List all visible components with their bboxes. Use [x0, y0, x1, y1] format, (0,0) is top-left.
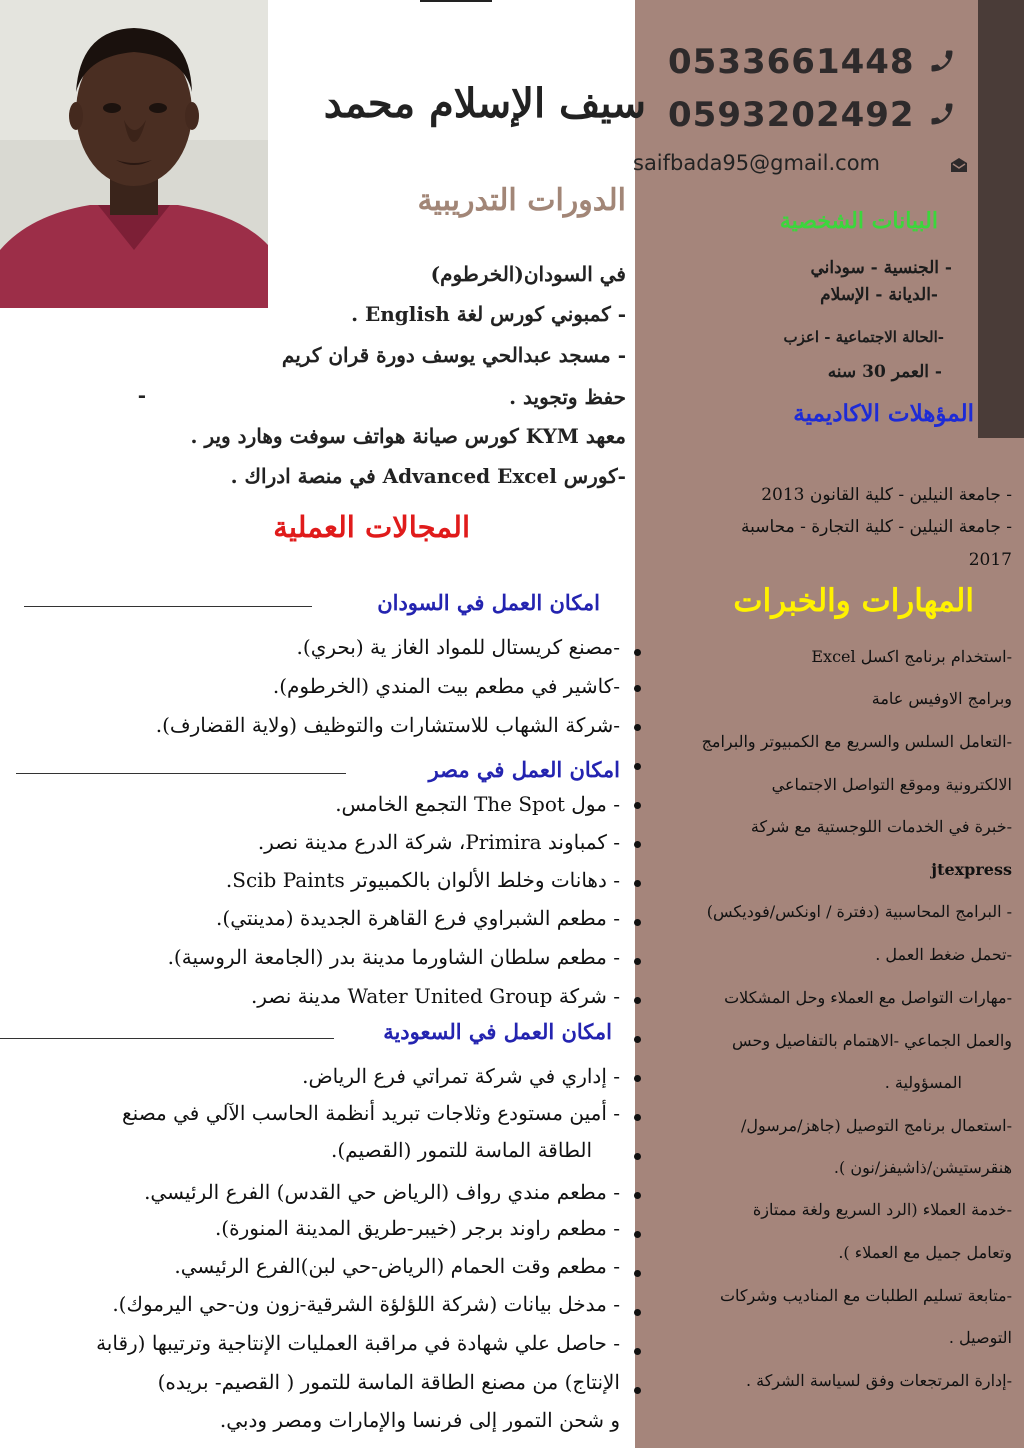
courses-heading: الدورات التدريبية	[417, 183, 626, 218]
skills-line: -تحمل ضغط العمل .	[875, 945, 1012, 964]
personal-marital-status: -الحالة الاجتماعية - اعزب	[783, 328, 944, 346]
work-egypt-item: - مطعم سلطان الشاورما مدينة بدر (الجامعة الروسية).	[167, 945, 620, 969]
profile-photo	[0, 0, 268, 308]
personal-info-heading: البيانات الشخصية	[779, 208, 938, 234]
academic-line-1: - جامعة النيلين - كلية القانون 2013	[761, 485, 1012, 505]
top-divider	[420, 0, 492, 2]
section-rule	[16, 773, 346, 774]
skills-line: -استعمال برنامج التوصيل (جاهز/مرسول/	[740, 1116, 1012, 1135]
section-rule	[0, 1038, 334, 1039]
work-saudi-line: و شحن التمور إلى فرنسا والإمارات ومصر ودبي.	[219, 1408, 620, 1432]
envelope-icon	[950, 157, 968, 173]
skills-line: التوصيل .	[948, 1328, 1012, 1347]
phone-icon	[928, 45, 956, 77]
course-line: -كورس Advanced Excel في منصة ادراك .	[230, 464, 626, 488]
bullet-dot	[634, 685, 641, 692]
bullet-dot	[634, 880, 641, 887]
work-saudi-heading: امكان العمل في السعودية	[383, 1019, 612, 1044]
skills-line: والعمل الجماعي -الاهتمام بالتفاصيل وحس	[732, 1031, 1012, 1050]
skills-line: هنقرستيشن/ذاشيفز/نون ).	[833, 1158, 1012, 1177]
work-heading: المجالات العملية	[273, 510, 470, 544]
work-saudi-line: - مدخل بيانات (شركة اللؤلؤة الشرقية-زون ون-حي اليرموك).	[112, 1292, 620, 1316]
work-egypt-item: - دهانات وخلط الألوان بالكمبيوتر Scib Paints.	[225, 868, 620, 892]
bullet-dot	[634, 1192, 641, 1199]
bullet-dot	[634, 724, 641, 731]
course-line: في السودان(الخرطوم)	[430, 262, 626, 286]
work-saudi-line: - حاصل علي شهادة في مراقبة العمليات الإنتاجية وترتيبها (رقابة	[96, 1331, 620, 1355]
skills-line: jtexpress	[931, 860, 1012, 879]
skills-line: -إدارة المرتجعات وفق لسياسة الشركة .	[745, 1371, 1012, 1390]
bullet-dot	[634, 649, 641, 656]
phone-number-1[interactable]: 0533661448	[668, 42, 915, 82]
bullet-dot	[634, 1153, 641, 1160]
section-rule	[24, 606, 312, 607]
work-egypt-heading: امكان العمل في مصر	[428, 757, 620, 782]
work-egypt-item: - مطعم الشبراوي فرع القاهرة الجديدة (مدينتي).	[216, 906, 620, 930]
course-line: - مسجد عبدالحي يوسف دورة قران كريم	[281, 343, 626, 367]
phone-number-2[interactable]: 0593202492	[668, 95, 915, 135]
sidebar-accent-bar	[978, 0, 1024, 438]
personal-age: - العمر 30 سنه	[827, 362, 942, 382]
bullet-dot	[634, 1309, 641, 1316]
bullet-dot	[634, 958, 641, 965]
phone-icon	[928, 98, 956, 130]
portrait-illustration	[0, 0, 268, 308]
bullet-dot	[634, 1270, 641, 1277]
bullet-dot	[634, 1231, 641, 1238]
work-sudan-item: -شركة الشهاب للاستشارات والتوظيف (ولاية القضارف).	[155, 713, 620, 737]
bullet-dot	[634, 841, 641, 848]
skills-line: -استخدام برنامج اكسل Excel	[811, 647, 1012, 666]
bullet-dot	[634, 997, 641, 1004]
skills-line: وبرامج الاوفيس عامة	[871, 689, 1012, 708]
work-saudi-line: - مطعم راوند برجر (خيبر-طريق المدينة المنورة).	[214, 1216, 620, 1240]
course-line: معهد KYM كورس صيانة هواتف سوفت وهارد وير .	[190, 424, 626, 448]
course-line: - كمبوني كورس لغة English .	[351, 302, 626, 326]
course-line: حفظ وتجويد .	[509, 385, 626, 409]
skills-heading: المهارات والخبرات	[733, 583, 974, 619]
skills-line: -خبرة في الخدمات اللوجستية مع شركة	[750, 817, 1012, 836]
work-sudan-heading: امكان العمل في السودان	[377, 590, 600, 615]
work-saudi-line: الطاقة الماسة للتمور (القصيم).	[330, 1138, 592, 1162]
applicant-name: سيف الإسلام محمد	[323, 80, 646, 127]
personal-nationality: - الجنسية - سوداني	[810, 258, 952, 278]
bullet-dot	[634, 1075, 641, 1082]
work-sudan-item: -كاشير في مطعم بيت المندي (الخرطوم).	[272, 674, 620, 698]
skills-line: -خدمة العملاء (الرد السريع ولغة ممتازة	[752, 1200, 1012, 1219]
course-line: -	[137, 383, 146, 407]
email-address[interactable]: saifbada95@gmail.com	[633, 151, 881, 175]
work-sudan-item: -مصنع كريستال للمواد الغاز ية (بحري).	[296, 635, 620, 659]
personal-religion: -الديانة - الإسلام	[820, 285, 938, 305]
skills-line: -مهارات التواصل مع العملاء وحل المشكلات	[724, 988, 1012, 1007]
work-saudi-line: - مطعم وقت الحمام (الرياض-حي لبن)الفرع الرئيسي.	[174, 1254, 620, 1278]
work-saudi-line: - إداري في شركة تمراتي فرع الرياض.	[302, 1064, 620, 1088]
skills-line: وتعامل جميل مع العملاء ).	[838, 1243, 1012, 1262]
skills-line: - البرامج المحاسبية (دفترة / اونكس/فوديكس)	[706, 902, 1012, 921]
academic-line-3: 2017	[968, 550, 1012, 570]
bullet-dot	[634, 1036, 641, 1043]
bullet-dot	[634, 802, 641, 809]
work-saudi-line: الإنتاج) من مصنع الطاقة الماسة للتمور ( القصيم- بريده)	[157, 1370, 620, 1394]
bullet-dot	[634, 919, 641, 926]
bullet-dot	[634, 763, 641, 770]
work-egypt-item: - شركة Water United Group مدينة نصر.	[250, 984, 620, 1008]
skills-line: -التعامل السلس والسريع مع الكمبيوتر والبرامج	[701, 732, 1012, 751]
bullet-dot	[634, 1387, 641, 1394]
bullet-dot	[634, 1348, 641, 1355]
work-saudi-line: - أمين مستودع وثلاجات تبريد أنظمة الحاسب الآلي في مصنع	[122, 1101, 620, 1125]
academic-heading: المؤهلات الاكاديمية	[793, 400, 974, 427]
bullet-dot	[634, 1114, 641, 1121]
skills-line: الالكترونية وموقع التواصل الاجتماعي	[771, 775, 1012, 794]
work-saudi-line: - مطعم مندي رواف (الرياض حي القدس) الفرع الرئيسي.	[144, 1180, 620, 1204]
skills-line: -متابعة تسليم الطلبات مع المناديب وشركات	[719, 1286, 1012, 1305]
academic-line-2: - جامعة النيلين - كلية التجارة - محاسبة	[740, 517, 1012, 537]
skills-line: المسؤولية .	[884, 1073, 962, 1092]
work-egypt-item: - مول The Spot التجمع الخامس.	[335, 792, 620, 816]
work-egypt-item: - كمباوند Primira، شركة الدرع مدينة نصر.	[257, 830, 620, 854]
